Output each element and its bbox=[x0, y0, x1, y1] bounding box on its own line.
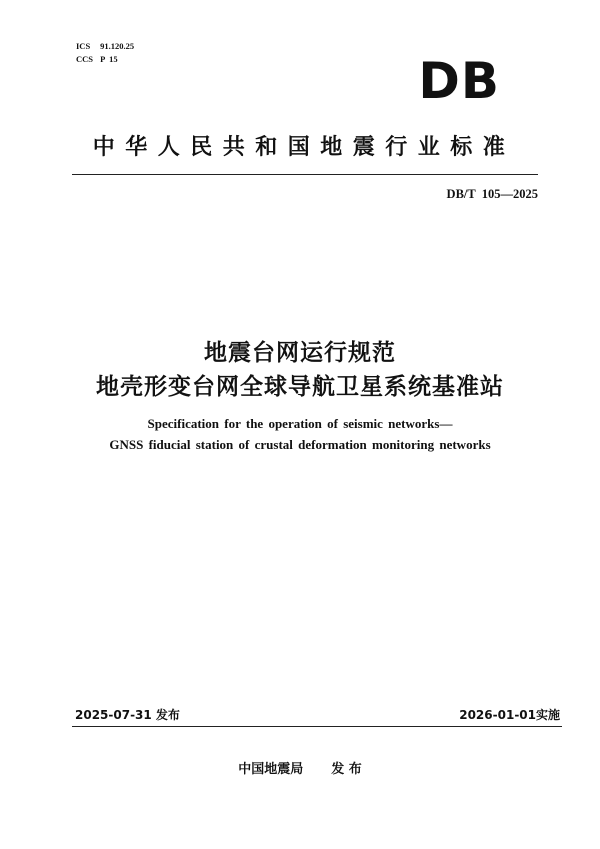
english-title-line-2: GNSS fiducial station of crustal deformation monitoring networks bbox=[109, 437, 491, 452]
ccs-label: CCS bbox=[76, 54, 94, 64]
ics-label: ICS bbox=[76, 41, 91, 51]
top-divider bbox=[72, 174, 538, 175]
implementation-date: 2026-01-01实施 bbox=[459, 708, 560, 722]
issuer-name: 中国地震局 bbox=[238, 762, 304, 777]
standard-number: DB/T 105—2025 bbox=[446, 187, 538, 201]
issuer-line bbox=[0, 758, 600, 777]
chinese-title-line-2: 地壳形变台网全球导航卫星系统基准站 bbox=[96, 374, 504, 400]
chinese-title-line-1: 地震台网运行规范 bbox=[204, 340, 396, 366]
ics-value: 91.120.25 bbox=[100, 41, 135, 51]
bottom-divider bbox=[72, 726, 562, 727]
classification-codes bbox=[76, 40, 134, 66]
ics-code-row bbox=[76, 40, 134, 53]
ccs-value: P 15 bbox=[100, 54, 118, 64]
ccs-code-row bbox=[76, 53, 134, 66]
issuer-action: 发 布 bbox=[331, 762, 362, 777]
english-title-line-1: Specification for the operation of seismic networks— bbox=[147, 416, 453, 431]
issue-date: 2025-07-31 发布 bbox=[75, 708, 180, 722]
standard-category-title: 中华人民共和国地震行业标准 bbox=[92, 135, 516, 160]
db-logo: DB bbox=[418, 52, 500, 110]
